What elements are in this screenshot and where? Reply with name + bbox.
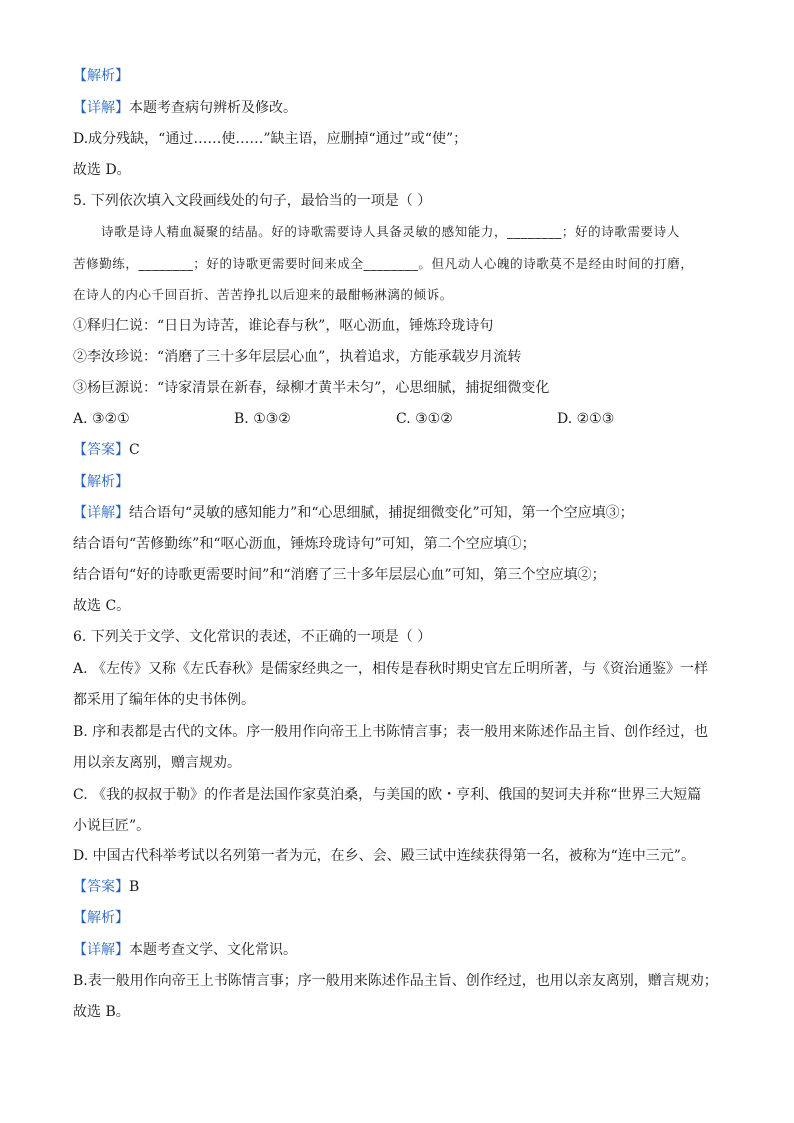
passage-line: 诗歌是诗人精血凝聚的结晶。好的诗歌需要诗人具备灵敏的感知能力，________；好的诗歌需要诗人 [101,224,680,239]
choice-a: A. 《左传》又称《左氏春秋》是儒家经典之一，相传是春秋时期史官左丘明所著，与《资治通鉴》一样 [73,661,709,677]
choice-b-cont: 用以亲友离别，赠言规劝。 [73,755,241,771]
detail-line: 【详解】结合语句“灵敏的感知能力”和“心思细腻，捕捉细微变化”可知，第一个空应填③； [73,505,634,521]
choice-d: D. 中国古代科举考试以名列第一者为元，在乡、会、殿三试中连续获得第一名，被称为“连中三元”。 [73,848,695,864]
option-c: C. ③①② [396,411,453,427]
choice-c-cont: 小说巨匠”。 [73,818,151,834]
text-line: 故选 D。 [73,162,131,178]
text-line: 故选 C。 [73,598,131,614]
text-line: D.成分残缺，“通过……使……”缺主语，应删掉“通过”或“使”； [73,131,468,147]
text-line: 故选 B。 [73,1004,130,1020]
choice-c: C. 《我的叔叔于勒》的作者是法国作家莫泊桑，与美国的欧・亨利、俄国的契诃夫并称“世界三大短篇 [73,787,702,803]
option-b: B. ①③② [234,411,291,427]
analysis-heading: 【解析】 [73,474,129,490]
detail-line: 【详解】本题考查病句辨析及修改。 [73,100,297,116]
question-6: 6. 下列关于文学、文化常识的表述，不正确的一项是（ ） [73,629,432,645]
choice-item: ①释归仁说：“日日为诗苦，谁论春与秋”，呕心沥血，锤炼玲珑诗句 [73,318,494,334]
answer-line: 【答案】B [73,879,140,895]
text-line: B.表一般用作向帝王上书陈情言事；序一般用来陈述作品主旨、创作经过，也用以亲友离别，赠言规劝； [73,973,718,989]
passage-line: 苦修勤练，________；好的诗歌更需要时间来成全________。但凡动人心魄的诗歌莫不是经由时间的打磨， [73,256,694,271]
text-line: 结合语句“苦修勤练”和“呕心沥血，锤炼玲珑诗句”可知，第二个空应填①； [73,536,536,552]
option-d: D. ②①③ [557,411,615,427]
text-line: 结合语句“好的诗歌更需要时间”和“消磨了三十多年层层心血”可知，第三个空应填②； [73,567,606,583]
choice-a-cont: 都采用了编年体的史书体例。 [73,692,255,708]
option-a: A. ③②① [73,411,130,427]
passage-line: 在诗人的内心千回百折、苦苦挣扎以后迎来的最酣畅淋漓的倾诉。 [73,287,453,302]
choice-b: B. 序和表都是古代的文体。序一般用作向帝王上书陈情言事；表一般用来陈述作品主旨、创作经过，也 [73,724,709,740]
analysis-heading: 【解析】 [73,910,129,926]
answer-line: 【答案】C [73,442,140,458]
choice-item: ③杨巨源说：“诗家清景在新春，绿柳才黄半未匀”，心思细腻，捕捉细微变化 [73,380,550,396]
analysis-heading: 【解析】 [73,68,129,84]
choice-item: ②李汝珍说：“消磨了三十多年层层心血”，执着追求，方能承载岁月流转 [73,349,522,365]
question-5: 5. 下列依次填入文段画线处的句子，最恰当的一项是（ ） [73,193,432,209]
detail-line: 【详解】本题考查文学、文化常识。 [73,942,297,958]
